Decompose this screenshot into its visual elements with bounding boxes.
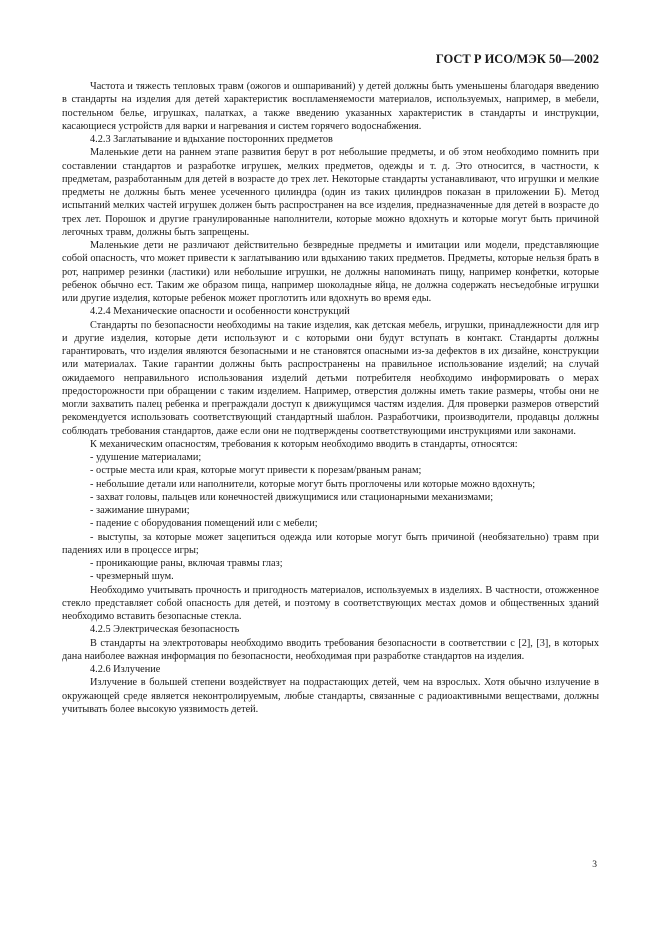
section-heading: 4.2.5 Электрическая безопасность	[90, 624, 240, 636]
document-header: ГОСТ Р ИСО/МЭК 50—2002	[435, 52, 599, 66]
list-item: - удушение материалами;	[90, 452, 202, 463]
list-item: - чрезмерный шум.	[90, 571, 174, 583]
paragraph: Стандарты по безопасности необходимы на такие изделия, как детская мебель, игрушки, принадлежности для игр и другие изделия, которые дети используют и с которыми они будут вступать в контакт. Стандарты должны гарантировать, что изделия являются безопасными и не становятся опасными из-за дефектов в их дизайне, конструкции или материалах. Такие гарантии должны быть распространены на правильное использование изделий; на случай ожидаемого неправильного использования изделий детьми потребителя необходимо информировать о мерах предосторожности при обращении с таким изделием. Например, отверстия должны иметь такие размеры, чтобы они не могли захватить палец ребенка и преграждали доступ к движущимся частям изделия. Для проверки размеров отверстий рекомендуется использовать соответствующий стандартный шаблон. Разработчики, производители, продавцы должны соблюдать требования стандартов, даже если они не подтверждены соответствующими инструкциями или законами.	[62, 319, 599, 437]
paragraph: Маленькие дети не различают действительно безвредные предметы и имитации или модели, представляющие собой опасность, что может привести к заглатыванию или вдыханию таких предметов. Предметы, которые нельзя брать в рот, например резинки (ластики) или небольшие игрушки, не должны напоминать пищу, например конфетки, которые ребенок обычно ест. Таким же образом пища, например шоколадные яйца, не должна содержать несъедобные игрушки или другие изделия, которые ребенок может проглотить или вдохнуть во время еды.	[62, 240, 599, 304]
list-item: - зажимание шнурами;	[90, 505, 190, 516]
list-item: - проникающие раны, включая травмы глаз;	[90, 558, 283, 569]
section-heading: 4.2.3 Заглатывание и вдыхание посторонних предметов	[90, 134, 333, 145]
paragraph: Маленькие дети на раннем этапе развития берут в рот небольшие предметы, и об этом необходимо помнить при составлении стандартов и разработке игрушек, мелких предметов, одежды и т. д. Это относится, в частности, к предметам, разработанным для детей в возрасте до трех лет. Некоторые стандарты устанавливают, что игрушки и мелкие предметы не должны быть менее усеченного цилиндра (один из таких цилиндров показан в приложении Б). Метод испытаний мелких частей игрушек должен быть распространен на все изделия, предназначенные для детей в возрасте до трех лет. Порошок и другие гранулированные наполнители, которые можно вдохнуть и которые могут быть причиной легочных травм, должны быть запрещены.	[62, 147, 599, 238]
body-text	[62, 80, 599, 716]
list-item: - выступы, за которые может зацепиться одежда или которые могут быть причиной (необязательно) травм при падениях или в процессе игры;	[62, 531, 599, 556]
section-heading: 4.2.6 Излучение	[90, 664, 161, 675]
paragraph: К механическим опасностям, требования к которым необходимо вводить в стандарты, относятся:	[90, 438, 518, 450]
page-number: 3	[592, 860, 597, 870]
list-item: - захват головы, пальцев или конечностей движущимися или стационарными механизмами;	[90, 491, 494, 503]
list-item: - небольшие детали или наполнители, которые могут быть проглочены или которые можно вдохнуть;	[90, 478, 536, 490]
list-item: - падение с оборудования помещений или с мебели;	[90, 518, 318, 530]
paragraph: Необходимо учитывать прочность и пригодность материалов, используемых в изделиях. В частности, отожженное стекло представляет собой опасность для детей, и поэтому в соответствующих местах домов и общественных зданий необходимо вставить безопасные стекла.	[62, 584, 599, 622]
paragraph: Излучение в большей степени воздействует на подрастающих детей, чем на взрослых. Хотя обычно излучение в окружающей среде является неконтролируемым, любые стандарты, связанные с радиоактивными веществами, должны учитывать более высокую уязвимость детей.	[62, 677, 599, 715]
list-item: - острые места или края, которые могут привести к порезам/рваным ранам;	[90, 465, 422, 477]
section-heading: 4.2.4 Механические опасности и особенности конструкций	[90, 306, 350, 318]
paragraph: В стандарты на электротовары необходимо вводить требования безопасности в соответствии с [2], [3], в которых дана наиболее важная информация по безопасности, необходимая при разработке стандартов на изделия.	[62, 637, 599, 662]
paragraph: Частота и тяжесть тепловых травм (ожогов и ошпариваний) у детей должны быть уменьшены благодаря введению в стандарты на изделия для детей характеристик воспламеняемости материалов, используемых, например, в мебели, постельном белье, игрушках, палатках, а также введению указанных характеристик в стандарты и инструкции, касающиеся устройств для варки и нагревания и систем горячего водоснабжения.	[62, 81, 599, 132]
